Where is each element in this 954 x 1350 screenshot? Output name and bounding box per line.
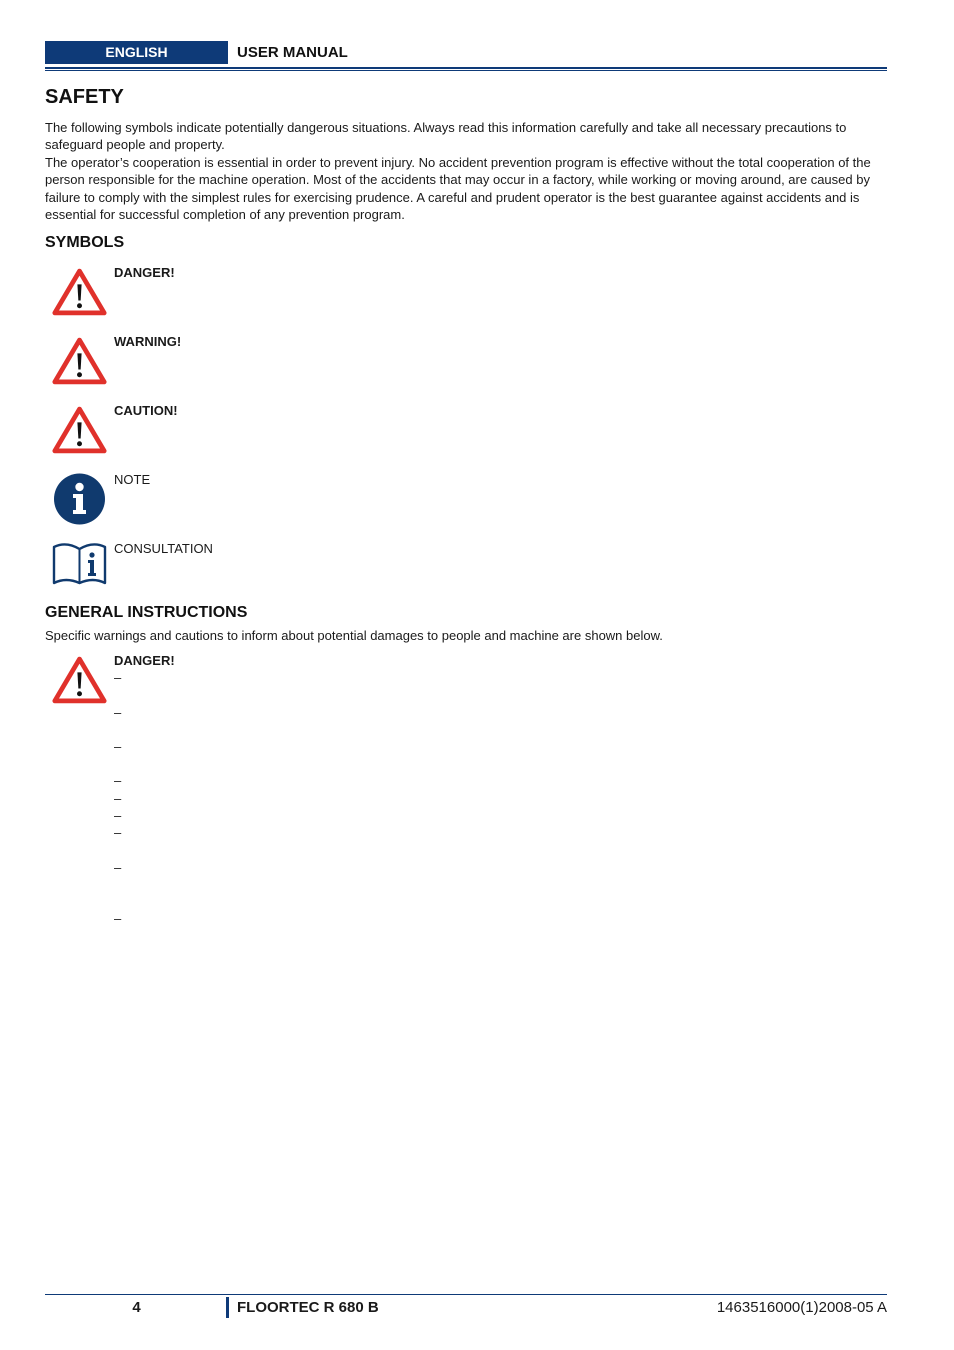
list-item-dash: – [114, 860, 122, 875]
symbol-label-consultation: CONSULTATION [114, 541, 213, 556]
warning-triangle-icon [51, 405, 108, 455]
general-instructions-heading: GENERAL INSTRUCTIONS [45, 604, 248, 621]
list-item-dash: – [114, 825, 122, 840]
page-title: SAFETY [45, 86, 124, 108]
header-title: USER MANUAL [237, 44, 348, 61]
list-item-dash: – [114, 705, 122, 720]
symbol-label-warning: WARNING! [114, 334, 182, 349]
header-divider-thin [45, 70, 887, 71]
header-language: ENGLISH [45, 41, 228, 64]
general-instructions-text: Specific warnings and cautions to inform about potential damages to people and machine are shown below. [45, 628, 663, 643]
symbol-label-caution: CAUTION! [114, 403, 178, 418]
list-item-dash: – [114, 808, 122, 823]
intro-paragraph-2: The operator’s cooperation is essential in order to prevent injury. No accident prevention program is effective without the total cooperation of the person responsible for the machine operation. Most of the accidents that may occur in a factory, while working or moving around, are caused by failure to comply with the simplest rules for exercising prudence. A careful and prudent operator is the best guarantee against accidents and is essential for successful completion of any prevention program. [45, 155, 871, 222]
list-item-dash: – [114, 773, 122, 788]
symbol-label-note: NOTE [114, 472, 151, 487]
manual-book-icon [51, 541, 108, 586]
warning-triangle-icon [51, 267, 108, 317]
header-divider [45, 67, 887, 69]
info-circle-icon [51, 472, 108, 526]
list-item-dash: – [114, 670, 122, 685]
list-item-dash: – [114, 791, 122, 806]
footer-divider [45, 1294, 887, 1295]
page-number: 4 [132, 1299, 141, 1316]
footer-doc-code: 1463516000(1)2008-05 A [716, 1299, 887, 1316]
footer-model: FLOORTEC R 680 B [237, 1299, 379, 1316]
warning-triangle-icon [51, 655, 108, 705]
intro-paragraph-1: The following symbols indicate potentially dangerous situations. Always read this information carefully and take all necessary precautions to safeguard people and property. [45, 120, 847, 153]
list-item-dash: – [114, 911, 122, 926]
list-item-dash: – [114, 739, 122, 754]
symbols-heading: SYMBOLS [45, 234, 125, 251]
general-danger-label: DANGER! [114, 653, 175, 668]
symbol-label-danger: DANGER! [114, 265, 175, 280]
warning-triangle-icon [51, 336, 108, 386]
